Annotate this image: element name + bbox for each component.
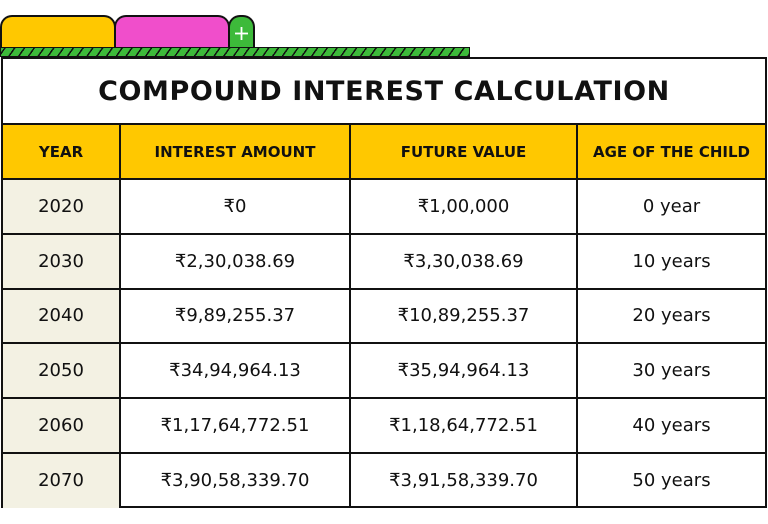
year-cell: 2060	[3, 398, 120, 453]
table-row	[3, 289, 765, 344]
future-value-cell: ₹1,00,000	[350, 179, 577, 234]
interest-amount-cell: ₹1,17,64,772.51	[120, 398, 350, 453]
column-header-year: YEAR	[3, 125, 120, 179]
interest-amount-cell: ₹9,89,255.37	[120, 289, 350, 344]
column-header-future-value: FUTURE VALUE	[350, 125, 577, 179]
interest-table-card	[1, 57, 767, 508]
table-row	[3, 398, 765, 453]
age-cell: 20 years	[577, 289, 765, 344]
age-cell: 40 years	[577, 398, 765, 453]
age-cell: 10 years	[577, 234, 765, 289]
year-cell: 2040	[3, 289, 120, 344]
table-row	[3, 234, 765, 289]
table-header-row	[3, 125, 765, 179]
table-title-row	[3, 59, 765, 125]
interest-amount-cell: ₹2,30,038.69	[120, 234, 350, 289]
interest-amount-cell: ₹3,90,58,339.70	[120, 453, 350, 508]
table-row	[3, 453, 765, 508]
compound-interest-table	[3, 125, 765, 508]
table-row	[3, 179, 765, 234]
column-header-age-of-child: AGE OF THE CHILD	[577, 125, 765, 179]
table-title: COMPOUND INTEREST CALCULATION	[98, 75, 670, 107]
future-value-cell: ₹3,91,58,339.70	[350, 453, 577, 508]
hatched-divider	[0, 47, 470, 57]
future-value-cell: ₹3,30,038.69	[350, 234, 577, 289]
add-tab-button[interactable]	[228, 15, 255, 49]
interest-amount-cell: ₹34,94,964.13	[120, 343, 350, 398]
age-cell: 50 years	[632, 470, 711, 492]
age-cell: 0 year	[577, 179, 765, 234]
year-cell: 2070	[3, 453, 120, 508]
tab-strip	[0, 0, 470, 58]
future-value-cell: ₹10,89,255.37	[350, 289, 577, 344]
year-cell: 2030	[3, 234, 120, 289]
future-value-cell: ₹1,18,64,772.51	[350, 398, 577, 453]
year-cell: 2020	[3, 179, 120, 234]
column-header-interest-amount: INTEREST AMOUNT	[120, 125, 350, 179]
table-row	[3, 343, 765, 398]
plus-icon	[234, 26, 249, 41]
future-value-cell: ₹35,94,964.13	[350, 343, 577, 398]
age-cell: 30 years	[577, 343, 765, 398]
year-cell: 2050	[3, 343, 120, 398]
tab-yellow[interactable]	[0, 15, 116, 49]
interest-amount-cell: ₹0	[120, 179, 350, 234]
tab-pink[interactable]	[114, 15, 230, 49]
